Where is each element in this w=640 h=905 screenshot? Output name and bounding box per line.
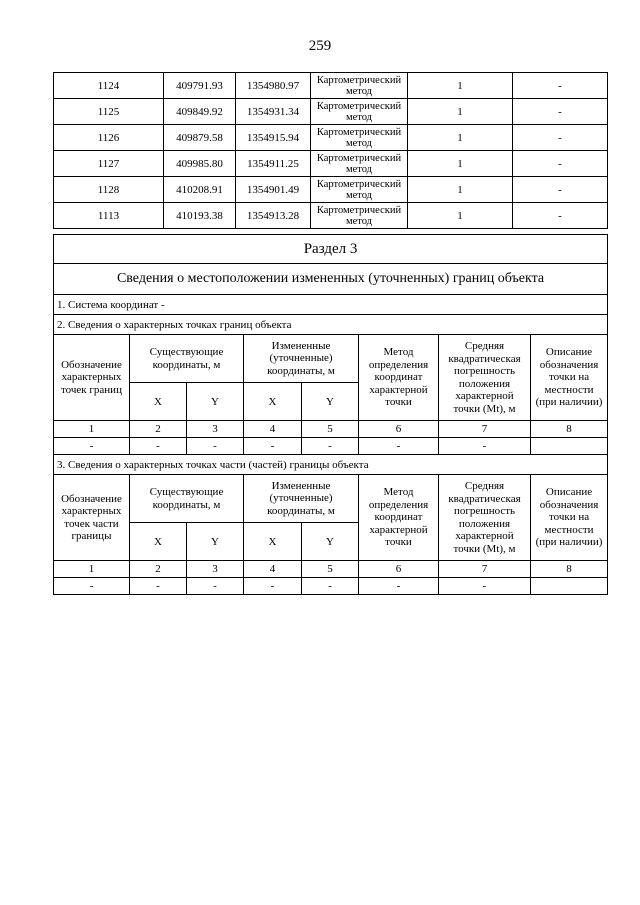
point-x: 410193.38 — [164, 203, 236, 229]
column-number: 1 — [54, 561, 130, 578]
cell: - — [187, 578, 244, 595]
column-number: 1 — [54, 421, 130, 438]
section-3-table — [53, 234, 608, 595]
point-x: 410208.91 — [164, 177, 236, 203]
column-number: 5 — [302, 421, 359, 438]
point-y: 1354901.49 — [236, 177, 311, 203]
point-description: - — [513, 125, 608, 151]
cell: - — [54, 438, 130, 455]
point-y: 1354911.25 — [236, 151, 311, 177]
point-x: 409879.58 — [164, 125, 236, 151]
header-x: X — [244, 523, 302, 561]
point-id: 1125 — [54, 99, 164, 125]
point-id: 1127 — [54, 151, 164, 177]
block3-title: 3. Сведения о характерных точках части (частей) границы объекта — [54, 455, 608, 475]
cell: - — [439, 438, 531, 455]
header-y: Y — [302, 383, 359, 421]
header-accuracy: Средняя квадратическая погрешность положения характерной точки (Mt), м — [439, 335, 531, 421]
header-designation: Обозначение характерных точек границ — [54, 335, 130, 421]
column-number: 7 — [439, 561, 531, 578]
cell: - — [130, 438, 187, 455]
table-row — [54, 73, 608, 99]
point-method: Картометрический метод — [311, 151, 408, 177]
column-number: 2 — [130, 421, 187, 438]
section-title: Раздел 3 — [54, 235, 608, 264]
cell: - — [302, 438, 359, 455]
table-row — [54, 203, 608, 229]
point-accuracy: 1 — [408, 151, 513, 177]
header-y: Y — [187, 523, 244, 561]
point-accuracy: 1 — [408, 73, 513, 99]
cell — [531, 578, 608, 595]
point-method: Картометрический метод — [311, 125, 408, 151]
column-number: 3 — [187, 561, 244, 578]
point-accuracy: 1 — [408, 99, 513, 125]
point-y: 1354931.34 — [236, 99, 311, 125]
header-changed-coords: Измененные (уточненные) координаты, м — [244, 475, 359, 523]
coordinate-system: 1. Система координат - — [54, 295, 608, 315]
point-id: 1124 — [54, 73, 164, 99]
section-subtitle: Сведения о местоположении измененных (уточненных) границ объекта — [54, 264, 608, 295]
table-row — [54, 578, 608, 595]
cell — [531, 438, 608, 455]
column-number: 3 — [187, 421, 244, 438]
cell: - — [302, 578, 359, 595]
column-number: 6 — [359, 561, 439, 578]
table-row — [54, 125, 608, 151]
point-accuracy: 1 — [408, 203, 513, 229]
header-description: Описание обозначения точки на местности (при наличии) — [531, 335, 608, 421]
point-accuracy: 1 — [408, 177, 513, 203]
header-accuracy: Средняя квадратическая погрешность положения характерной точки (Mt), м — [439, 475, 531, 561]
point-y: 1354915.94 — [236, 125, 311, 151]
cell: - — [187, 438, 244, 455]
cell: - — [359, 438, 439, 455]
cell: - — [130, 578, 187, 595]
point-method: Картометрический метод — [311, 99, 408, 125]
point-accuracy: 1 — [408, 125, 513, 151]
column-number: 4 — [244, 421, 302, 438]
points-table — [53, 72, 608, 229]
point-y: 1354913.28 — [236, 203, 311, 229]
point-method: Картометрический метод — [311, 73, 408, 99]
header-method: Метод определения координат характерной точки — [359, 475, 439, 561]
table-row — [54, 177, 608, 203]
table-row — [54, 438, 608, 455]
header-x: X — [130, 383, 187, 421]
column-number-row — [54, 561, 608, 578]
block2-title: 2. Сведения о характерных точках границ объекта — [54, 315, 608, 335]
point-x: 409849.92 — [164, 99, 236, 125]
point-description: - — [513, 99, 608, 125]
cell: - — [244, 578, 302, 595]
column-number: 7 — [439, 421, 531, 438]
point-method: Картометрический метод — [311, 203, 408, 229]
point-method: Картометрический метод — [311, 177, 408, 203]
cell: - — [244, 438, 302, 455]
point-id: 1113 — [54, 203, 164, 229]
table-row — [54, 151, 608, 177]
point-x: 409985.80 — [164, 151, 236, 177]
point-x: 409791.93 — [164, 73, 236, 99]
column-number-row — [54, 421, 608, 438]
point-description: - — [513, 73, 608, 99]
page-number: 259 — [308, 38, 332, 54]
cell: - — [359, 578, 439, 595]
point-id: 1126 — [54, 125, 164, 151]
column-number: 8 — [531, 421, 608, 438]
column-number: 4 — [244, 561, 302, 578]
header-changed-coords: Измененные (уточненные) координаты, м — [244, 335, 359, 383]
point-y: 1354980.97 — [236, 73, 311, 99]
column-number: 8 — [531, 561, 608, 578]
cell: - — [439, 578, 531, 595]
point-description: - — [513, 151, 608, 177]
header-existing-coords: Существующие координаты, м — [130, 475, 244, 523]
column-number: 2 — [130, 561, 187, 578]
point-id: 1128 — [54, 177, 164, 203]
header-x: X — [130, 523, 187, 561]
header-y: Y — [302, 523, 359, 561]
header-description: Описание обозначения точки на местности (при наличии) — [531, 475, 608, 561]
cell: - — [54, 578, 130, 595]
header-method: Метод определения координат характерной точки — [359, 335, 439, 421]
table-row — [54, 99, 608, 125]
point-description: - — [513, 203, 608, 229]
column-number: 6 — [359, 421, 439, 438]
header-designation: Обозначение характерных точек части границы — [54, 475, 130, 561]
header-existing-coords: Существующие координаты, м — [130, 335, 244, 383]
point-description: - — [513, 177, 608, 203]
header-y: Y — [187, 383, 244, 421]
header-x: X — [244, 383, 302, 421]
column-number: 5 — [302, 561, 359, 578]
